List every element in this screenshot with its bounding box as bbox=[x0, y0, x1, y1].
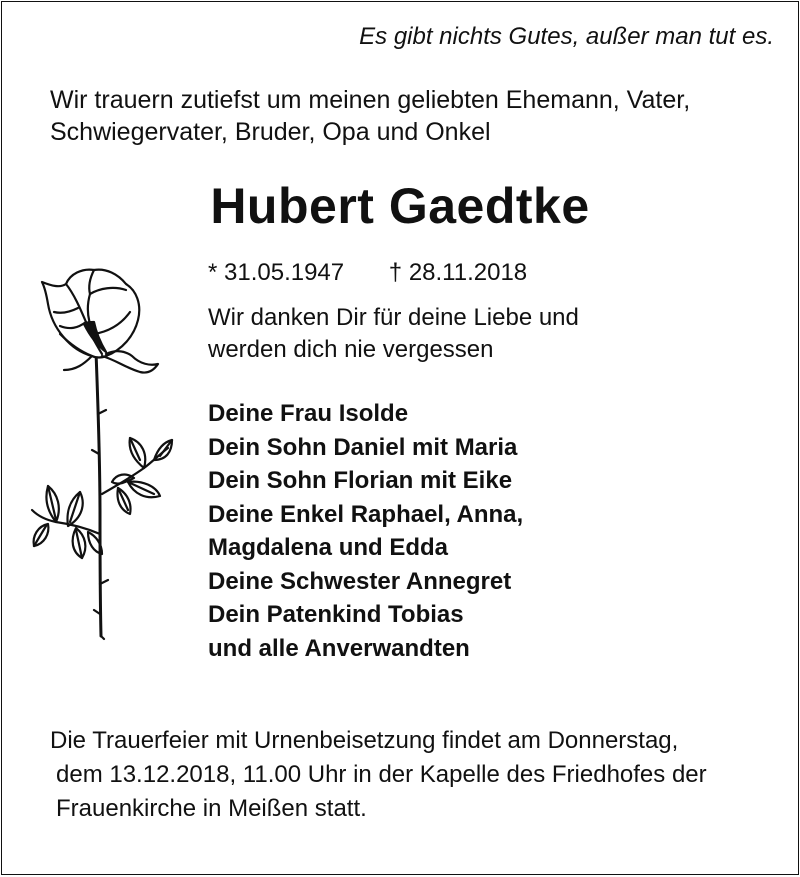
thanks-text bbox=[208, 302, 579, 366]
intro-line: Wir trauern zutiefst um meinen geliebten Ehemann, Vater, bbox=[50, 86, 691, 114]
thanks-line: werden dich nie vergessen bbox=[208, 336, 494, 363]
service-line: dem 13.12.2018, 11.00 Uhr in der Kapelle des Friedhofes der bbox=[56, 761, 707, 788]
intro-text bbox=[50, 84, 770, 148]
mourner-line: und alle Anverwandten bbox=[208, 634, 470, 662]
mourners-list bbox=[208, 397, 523, 665]
birth-date: * 31.05.1947 bbox=[208, 259, 345, 286]
death-date: † 28.11.2018 bbox=[388, 259, 528, 286]
mourner-line: Magdalena und Edda bbox=[208, 534, 449, 561]
obituary-notice bbox=[1, 1, 799, 875]
mourner-line: Deine Schwester Annegret bbox=[208, 567, 512, 595]
intro-line: Schwiegervater, Bruder, Opa und Onkel bbox=[50, 118, 491, 146]
thanks-line: Wir danken Dir für deine Liebe und bbox=[208, 304, 579, 331]
funeral-service-info bbox=[50, 724, 770, 826]
service-line: Frauenkirche in Meißen statt. bbox=[56, 795, 367, 822]
rose-icon bbox=[30, 264, 180, 644]
service-line: Die Trauerfeier mit Urnenbeisetzung findet am Donnerstag, bbox=[50, 727, 679, 754]
motto: Es gibt nichts Gutes, außer man tut es. bbox=[359, 23, 774, 50]
mourner-line: Deine Enkel Raphael, Anna, bbox=[208, 500, 524, 528]
mourner-line: Dein Sohn Florian mit Eike bbox=[208, 467, 513, 494]
mourner-line: Dein Patenkind Tobias bbox=[208, 601, 464, 628]
mourner-line: Deine Frau Isolde bbox=[208, 400, 409, 427]
life-dates bbox=[208, 258, 527, 288]
mourner-line: Dein Sohn Daniel mit Maria bbox=[208, 433, 518, 461]
deceased-name: Hubert Gaedtke bbox=[210, 178, 590, 234]
